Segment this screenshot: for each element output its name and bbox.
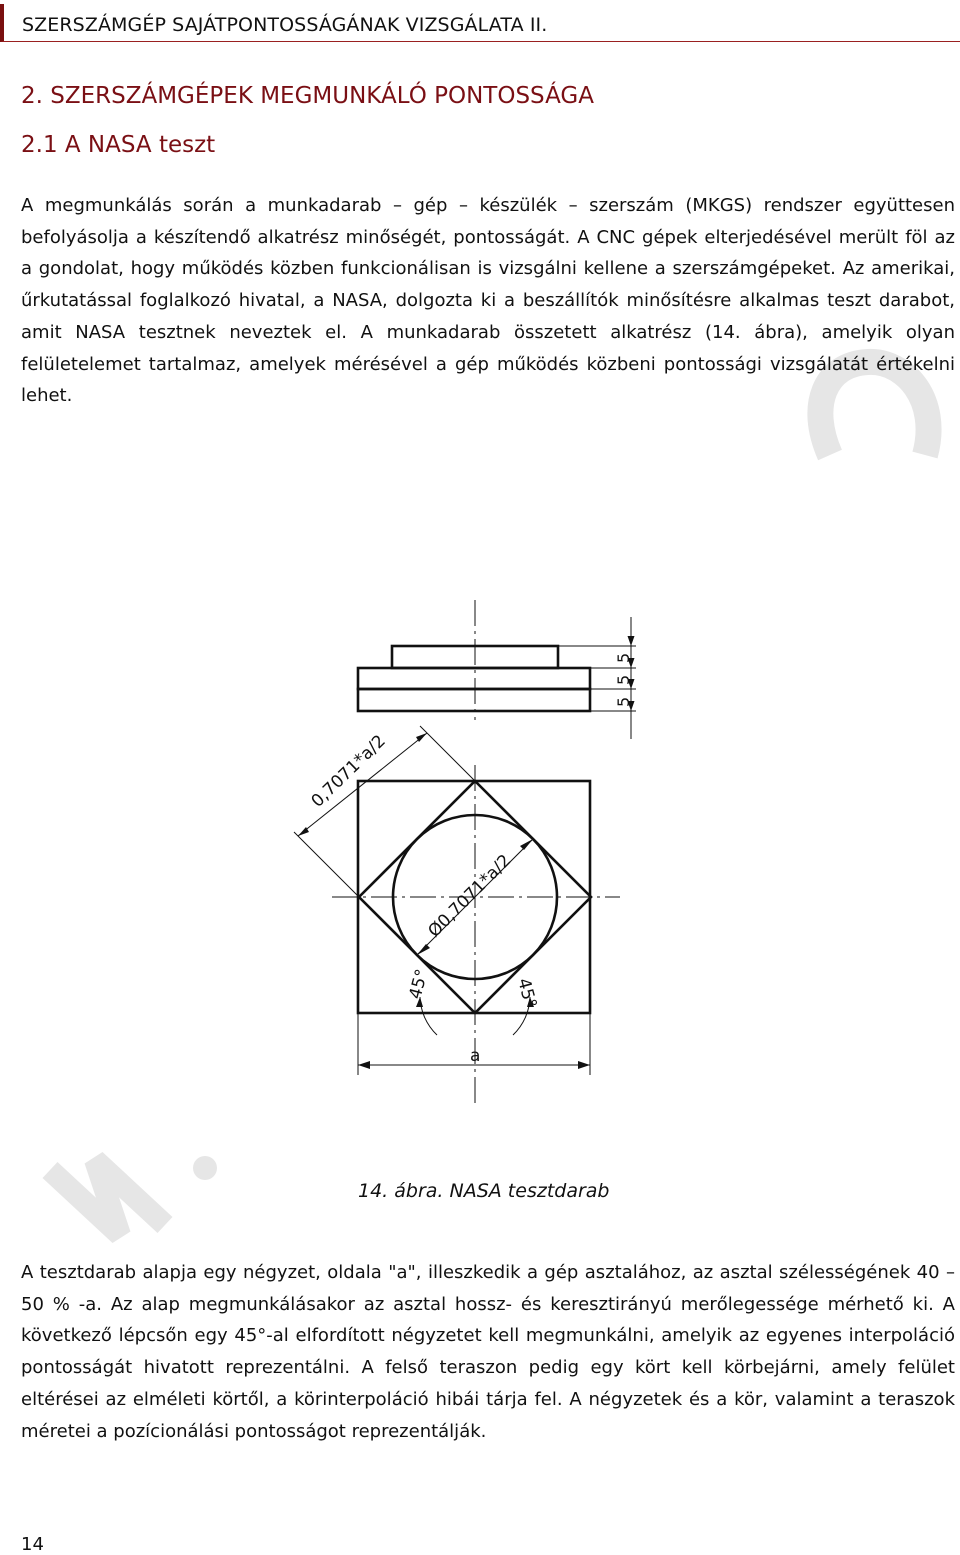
height-label-2: 5 <box>614 674 633 685</box>
width-arrow-left <box>358 1061 370 1069</box>
circle-dimension-label: Ø0,7071*a/2 <box>424 850 516 942</box>
page-header <box>0 4 960 42</box>
section-heading: 2. SZERSZÁMGÉPEK MEGMUNKÁLÓ PONTOSSÁGA <box>21 83 594 109</box>
circle-dimension-arrow-lower <box>417 944 430 955</box>
side-view-base-tier <box>358 689 590 711</box>
header-title: SZERSZÁMGÉP SAJÁTPONTOSSÁGÁNAK VIZSGÁLATA II. <box>22 14 548 36</box>
watermark-dot <box>193 1156 217 1180</box>
side-view <box>358 646 590 711</box>
page-number: 14 <box>21 1534 44 1555</box>
circle-dimension-arrow-upper <box>520 839 533 850</box>
side-view-middle-tier <box>358 668 590 689</box>
diagonal-dimension-label: 0,7071*a/2 <box>307 731 390 812</box>
width-dimension-label: a <box>470 1046 481 1066</box>
intro-paragraph: A megmunkálás során a munkadarab – gép – készülék – szerszám (MKGS) rendszer együttesen befolyásolja a készítendő alkatrész minőségét, pontosságát. A CNC gépek elterjedésével merült föl az a gondolat, hogy működés közben funkcionálisan is vizsgálni kellene a szerszámgépeket. Az amerikai, űrkutatással foglalkozó hivatal, a NASA, dolgozta ki a beszállítók minősítésre alkalmas teszt darabot, amit NASA tesztnek neveztek el. A munkadarab összetett alkatrész (14. ábra), amelyik olyan felületelemet tartalmaz, amelyek mérésével a gép működés közbeni pontossági vizsgálatát értékelni lehet. <box>21 195 955 407</box>
angle-label-left: 45° <box>405 967 433 1002</box>
angle-label-right: 45° <box>513 976 541 1011</box>
nasa-test-piece-drawing <box>280 595 660 1180</box>
section-subheading: 2.1 A NASA teszt <box>21 132 216 158</box>
height-label-3: 5 <box>614 696 633 707</box>
width-arrow-right <box>578 1061 590 1069</box>
watermark-letter-n <box>50 1160 165 1235</box>
figure-caption: 14. ábra. NASA tesztdarab <box>358 1180 610 1202</box>
description-paragraph: A tesztdarab alapja egy négyzet, oldala "a", illeszkedik a gép asztalához, az asztal szélességének 40 – 50 % -a. Az alap megmunkálásakor az asztal hossz- és keresztirányú merőlegessége mérhető ki. A következő lépcsőn egy 45°-al elfordított négyzetet kell megmunkálni, amelyik az egyenes interpoláció pontosságát hivatott reprezentálni. A felső teraszon pedig egy kört kell körbejárni, amely felület eltérései az elméleti körtől, a körinterpoláció hibái tárja fel. A négyzetek és a kör, valamint a teraszok méretei a pozícionálási pontosságot reprezentálják. <box>21 1262 955 1442</box>
angle-arc-left <box>420 997 437 1035</box>
height-label-1: 5 <box>614 652 633 663</box>
